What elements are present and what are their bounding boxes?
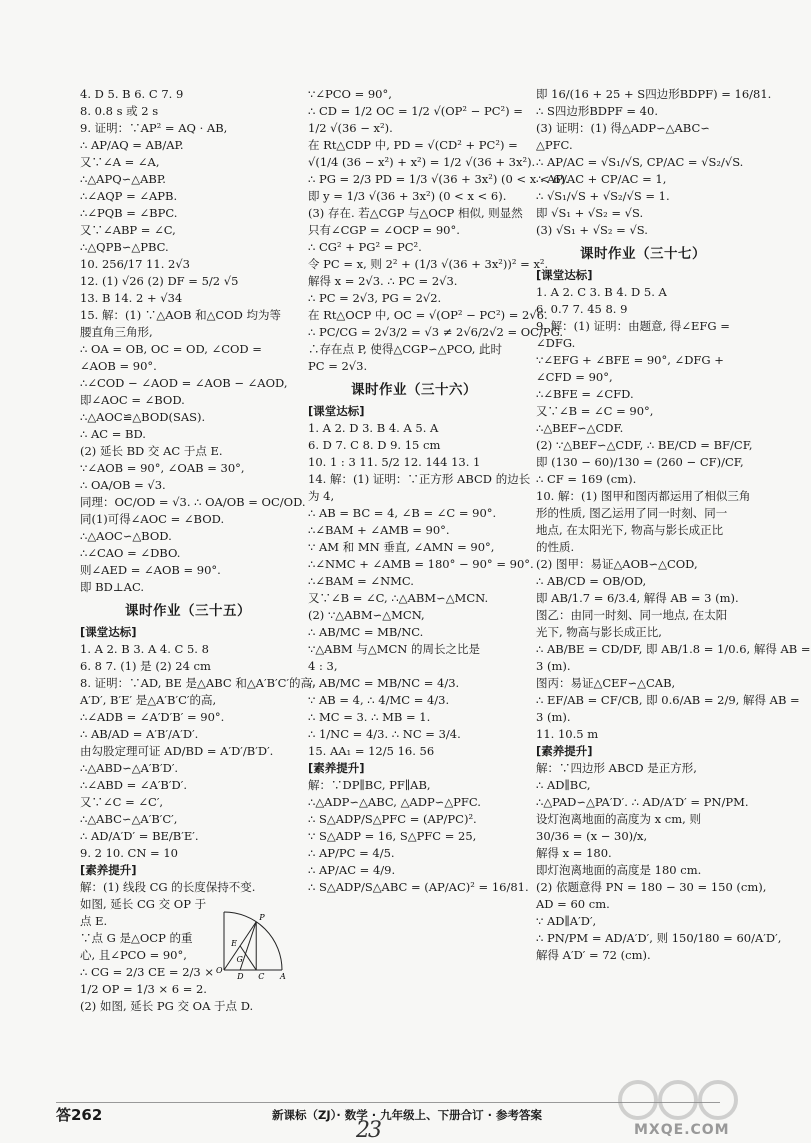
answer-line: 10. 1 : 3 11. 5/2 12. 144 13. 1 (308, 455, 481, 469)
answer-line: 形的性质, 图乙运用了同一时刻、同一 (536, 506, 728, 520)
answer-line: ∴ S△ADP/S△PFC = (AP/PC)². (308, 812, 477, 826)
answer-line: 1/2 OP = 1/3 × 6 = 2. (80, 982, 207, 996)
answer-line: 的性质. (536, 540, 575, 554)
handwritten-number: 23 (356, 1118, 380, 1143)
answer-line: PC = 2√3. (308, 359, 368, 373)
answer-line: ∴ AC = BD. (80, 427, 146, 441)
answer-line: ∵∠PCO = 90°, (308, 87, 392, 101)
answer-line: 10. 解：(1) 图甲和图丙都运用了相似三角 (536, 489, 751, 503)
geometry-figure (216, 890, 288, 980)
answer-line: 同理：OC/OD = √3. ∴ OA/OB = OC/OD. (80, 495, 306, 509)
answer-line: 13. B 14. 2 + √34 (80, 291, 183, 305)
answer-line: ∴ AB/MC = MB/NC. (308, 625, 424, 639)
answer-line: (3) 证明：(1) 得△ADP∽△ABC∽ (536, 121, 710, 135)
answer-line: 15. AA₁ = 12/5 16. 56 (308, 744, 435, 758)
answer-line: ∵∠AOB = 90°, ∠OAB = 30°, (80, 461, 245, 475)
answer-line: 12. (1) √26 (2) DF = 5/2 √5 (80, 274, 239, 288)
answer-line: ∴ PN/PM = AD/A′D′, 则 150/180 = 60/A′D′, (536, 931, 782, 945)
answer-line: ∴ CF = 169 (cm). (536, 472, 637, 486)
answer-line: ∴∠BFE = ∠CFD. (536, 387, 634, 401)
answer-line: ∵ AB = 4, ∴ 4/MC = 4/3. (308, 693, 450, 707)
answer-line: (2) 延长 BD 交 AC 于点 E. (80, 444, 223, 458)
answer-line: ∴△AOC∽△BOD. (80, 529, 172, 543)
subsection-label: [课堂达标] (536, 268, 593, 282)
answer-line: 则∠AED = ∠AOB = 90°. (80, 563, 221, 577)
section-title: 课时作业（三十六） (351, 382, 477, 398)
answer-line: 30/36 = (x − 30)/x, (536, 829, 648, 843)
answer-line: ∴ CG = 2/3 CE = 2/3 × (80, 965, 215, 979)
answer-line: (2) 依题意得 PN = 180 − 30 = 150 (cm), (536, 880, 767, 894)
answer-line: 解得 A′D′ = 72 (cm). (536, 948, 651, 962)
answer-line: 又∵∠ABP = ∠C, (80, 223, 176, 237)
answer-line: 又∵∠C = ∠C′, (80, 795, 164, 809)
answer-line: 图乙：由同一时刻、同一地点, 在太阳 (536, 608, 728, 622)
answer-line: ∴∠ABD = ∠A′B′D′. (80, 778, 187, 792)
figure-point-label: P (259, 912, 265, 922)
answer-line: 在 Rt△OCP 中, OC = √(OP² − PC²) = 2√6. (308, 308, 548, 322)
answer-line: ∴△ADP∽△ABC, △ADP∽△PFC. (308, 795, 481, 809)
column-left (80, 86, 316, 1015)
section-title: 课时作业（三十七） (580, 246, 706, 262)
answer-line: 地点, 在太阳光下, 物高与影长成正比 (536, 523, 724, 537)
answer-line: ∴∠PQB = ∠BPC. (80, 206, 178, 220)
answer-line: 3 (m). (536, 710, 571, 724)
answer-line: 只有∠CGP = ∠OCP = 90°. (308, 223, 460, 237)
answer-line: ∴存在点 P, 使得△CGP∽△PCO, 此时 (308, 342, 503, 356)
page-number: 答262 (56, 1106, 103, 1124)
answer-line: ∴ EF/AB = CF/CB, 即 0.6/AB = 2/9, 解得 AB = (536, 693, 800, 707)
answer-line: (3) √S₁ + √S₂ = √S. (536, 223, 648, 237)
answer-line: 11. 10.5 m (536, 727, 599, 741)
answer-line: ∴ CG² + PG² = PC². (308, 240, 422, 254)
answer-line: 光下, 物高与影长成正比, (536, 625, 662, 639)
answer-line: ∴△PAD∽△PA′D′. ∴ AD/A′D′ = PN/PM. (536, 795, 749, 809)
answer-line: ∴ OA/OB = √3. (80, 478, 166, 492)
answer-line: ∵点 G 是△OCP 的重 (80, 931, 193, 945)
answer-line: ∠AOB = 90°. (80, 359, 157, 373)
answer-line: 解得 x = 2√3. ∴ PC = 2√3. (308, 274, 458, 288)
answer-line: 15. 解：(1) ∵△AOB 和△COD 均为等 (80, 308, 282, 322)
answer-line: 8. 0.8 s 或 2 s (80, 104, 159, 118)
answer-line: ∴ AD∥BC, (536, 778, 591, 792)
figure-point-label: G (236, 954, 243, 964)
answer-line: ∴ AP/AC = √S₁/√S, CP/AC = √S₂/√S. (536, 155, 744, 169)
subsection-label: [素养提升] (536, 744, 593, 758)
answer-line: 1. A 2. B 3. A 4. C 5. 8 (80, 642, 209, 656)
answer-line: 解：∵DP∥BC, PF∥AB, (308, 778, 431, 792)
answer-line: ∴ PC/CG = 2√3/2 = √3 ≠ 2√6/2√2 = OC/PG. (308, 325, 564, 339)
answer-line: ∵ AD∥A′D′, (536, 914, 597, 928)
answer-line: ∴∠CAO = ∠DBO. (80, 546, 181, 560)
figure-point-label: E (231, 938, 237, 948)
answer-line: 1. A 2. C 3. B 4. D 5. A (536, 285, 667, 299)
answer-line: 4 : 3, (308, 659, 338, 673)
answer-line: 解：∵四边形 ABCD 是正方形, (536, 761, 697, 775)
answer-line: ∴ AP/AC = 4/9. (308, 863, 396, 877)
answer-line: △PFC. (536, 138, 573, 152)
answer-line: 由勾股定理可证 AD/BD = A′D′/B′D′. (80, 744, 274, 758)
answer-line: 腰直角三角形, (80, 325, 153, 339)
answer-line: 3 (m). (536, 659, 571, 673)
answer-line: 心, 且∠PCO = 90°, (80, 948, 187, 962)
answer-line: 6. 0.7 7. 45 8. 9 (536, 302, 628, 316)
answer-line: 设灯泡离地面的高度为 x cm, 则 (536, 812, 701, 826)
answer-line: 4. D 5. B 6. C 7. 9 (80, 87, 184, 101)
answer-line: ∴△BEF∽△CDF. (536, 421, 624, 435)
answer-line: ∴ PG = 2/3 PD = 1/3 √(36 + 3x²) (0 < x < 6). (308, 172, 569, 186)
answer-line: ∴ AB/MC = MB/NC = 4/3. (308, 676, 460, 690)
answer-line: ∴ AP/PC = 4/5. (308, 846, 395, 860)
answer-line: ∴ OA = OB, OC = OD, ∠COD = (80, 342, 262, 356)
answer-line: ∴ AB/CD = OB/OD, (536, 574, 647, 588)
answer-line: 如图, 延长 CG 交 OP 于 (80, 897, 207, 911)
answer-line: 即 16/(16 + 25 + S四边形BDPF) = 16/81. (536, 87, 772, 101)
answer-line: 即 (130 − 60)/130 = (260 − CF)/CF, (536, 455, 744, 469)
column-right (536, 86, 811, 964)
answer-line: 9. 2 10. CN = 10 (80, 846, 178, 860)
answer-line: ∴ AD/A′D′ = BE/B′E′. (80, 829, 199, 843)
answer-line: 令 PC = x, 则 2² + (1/3 √(36 + 3x²))² = x². (308, 257, 549, 271)
subsection-label: [课堂达标] (80, 625, 137, 639)
answer-line: 10. 256/17 11. 2√3 (80, 257, 190, 271)
answer-line: 即灯泡离地面的高度是 180 cm. (536, 863, 702, 877)
answer-line: ∴ S四边形BDPF = 40. (536, 104, 658, 118)
answer-line: ∴∠NMC + ∠AMB = 180° − 90° = 90°. (308, 557, 534, 571)
answer-line: AD = 60 cm. (536, 897, 610, 911)
subsection-label: [素养提升] (308, 761, 365, 775)
subsection-label: [课堂达标] (308, 404, 365, 418)
answer-line: ∴ PC = 2√3, PG = 2√2. (308, 291, 442, 305)
answer-line: ∴∠COD − ∠AOD = ∠AOB − ∠AOD, (80, 376, 288, 390)
answer-line: ∵∠EFG + ∠BFE = 90°, ∠DFG + (536, 353, 724, 367)
answer-line: 为 4, (308, 489, 335, 503)
answer-line: (2) ∵△ABM∽△MCN, (308, 608, 425, 622)
answer-line: 即 √S₁ + √S₂ = √S. (536, 206, 644, 220)
figure-point-label: A (280, 972, 286, 981)
answer-line: ∴∠BAM = ∠NMC. (308, 574, 414, 588)
answer-line: ∴∠ADB = ∠A′D′B′ = 90°. (80, 710, 225, 724)
answer-line: 14. 解：(1) 证明：∵正方形 ABCD 的边长 (308, 472, 531, 486)
answer-line: ∵△ABM 与△MCN 的周长之比是 (308, 642, 480, 656)
answer-line: ∴△ABC∽△A′B′C′, (80, 812, 178, 826)
answer-line: A′D′, B′E′ 是△A′B′C′的高, (80, 693, 217, 707)
answer-line: 图丙：易证△CEF∽△CAB, (536, 676, 676, 690)
answer-line: ∴△ABD∽△A′B′D′. (80, 761, 179, 775)
answer-line: ∴△APQ∽△ABP. (80, 172, 166, 186)
answer-line: 在 Rt△CDP 中, PD = √(CD² + PC²) = (308, 138, 518, 152)
answer-line: ∴ S△ADP/S△ABC = (AP/AC)² = 16/81. (308, 880, 529, 894)
answer-line: 8. 证明：∵AD, BE 是△ABC 和△A′B′C′的高, (80, 676, 316, 690)
answer-line: 即 AB/1.7 = 6/3.4, 解得 AB = 3 (m). (536, 591, 739, 605)
answer-line: ∴△QPB∽△PBC. (80, 240, 169, 254)
answer-line: 又∵∠B = ∠C = 90°, (536, 404, 654, 418)
answer-line: (2) ∵△BEF∽△CDF, ∴ BE/CD = BF/CF, (536, 438, 753, 452)
answer-line: 9. 解：(1) 证明：由题意, 得∠EFG = (536, 319, 730, 333)
answer-line: ∴ AP/AC + CP/AC = 1, (536, 172, 667, 186)
answer-line: ∴∠AQP = ∠APB. (80, 189, 178, 203)
answer-line: ∴△AOC≌△BOD(SAS). (80, 410, 206, 424)
figure-point-label: D (237, 972, 244, 981)
answer-line: ∠DFG. (536, 336, 576, 350)
answer-line: ∴ AB/AD = A′B′/A′D′. (80, 727, 199, 741)
watermark-url: MXQE.COM (634, 1122, 730, 1138)
answer-line: (2) 图甲：易证△AOB∽△COD, (536, 557, 698, 571)
answer-line: ∠CFD = 90°, (536, 370, 613, 384)
answer-line: 解：(1) 线段 CG 的长度保持不变. (80, 880, 256, 894)
answer-line: (2) 如图, 延长 PG 交 OA 于点 D. (80, 999, 254, 1013)
answer-line: 1. A 2. D 3. B 4. A 5. A (308, 421, 439, 435)
section-title: 课时作业（三十五） (125, 603, 251, 619)
answer-line: ∴∠BAM + ∠AMB = 90°. (308, 523, 450, 537)
answer-line: 9. 证明：∵AP² = AQ · AB, (80, 121, 228, 135)
answer-line: ∴ CD = 1/2 OC = 1/2 √(OP² − PC²) = (308, 104, 523, 118)
answer-line: 即 BD⊥AC. (80, 580, 144, 594)
answer-line: ∴ AB/BE = CD/DF, 即 AB/1.8 = 1/0.6, 解得 AB = (536, 642, 811, 656)
answer-line: 6. 8 7. (1) 是 (2) 24 cm (80, 659, 211, 673)
answer-line: 又∵∠B = ∠C, ∴△ABM∽△MCN. (308, 591, 489, 605)
answer-line: ∴ √S₁/√S + √S₂/√S = 1. (536, 189, 670, 203)
book-title-footer: 新课标（ZJ）· 数学 · 九年级上、下册合订 · 参考答案 (272, 1108, 542, 1122)
answer-line: ∴ AP/AQ = AB/AP. (80, 138, 184, 152)
answer-line: 即∠AOC = ∠BOD. (80, 393, 185, 407)
answer-line: 即 y = 1/3 √(36 + 3x²) (0 < x < 6). (308, 189, 507, 203)
figure-point-label: O (216, 966, 223, 975)
answer-line: ∴ 1/NC = 4/3. ∴ NC = 3/4. (308, 727, 461, 741)
answer-line: 1/2 √(36 − x²). (308, 121, 393, 135)
answer-line: 又∵∠A = ∠A, (80, 155, 160, 169)
answer-line: 同(1)可得∠AOC = ∠BOD. (80, 512, 225, 526)
answer-line: √(1/4 (36 − x²) + x²) = 1/2 √(36 + 3x²). (308, 155, 536, 169)
answer-line: ∴ AB = BC = 4, ∠B = ∠C = 90°. (308, 506, 497, 520)
answer-line: ∴ MC = 3. ∴ MB = 1. (308, 710, 431, 724)
answer-line: ∵ AM 和 MN 垂直, ∠AMN = 90°, (308, 540, 495, 554)
subsection-label: [素养提升] (80, 863, 137, 877)
answer-line: (3) 存在. 若△CGP 与△OCP 相似, 则显然 (308, 206, 523, 220)
answer-line: 点 E. (80, 914, 108, 928)
answer-line: ∵ S△ADP = 16, S△PFC = 25, (308, 829, 477, 843)
figure-point-label: C (258, 972, 265, 981)
answer-line: 6. D 7. C 8. D 9. 15 cm (308, 438, 441, 452)
answer-line: 解得 x = 180. (536, 846, 612, 860)
